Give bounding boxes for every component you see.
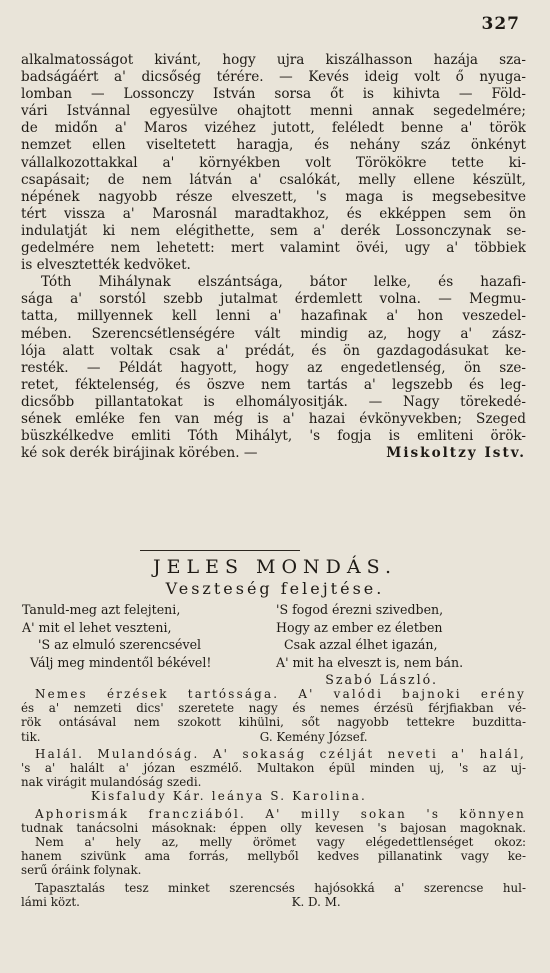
poem-line: 'S fogod érezni szivedben, <box>276 602 444 617</box>
poem-line: Hogy az ember ez életben <box>276 619 443 635</box>
text-line: ké sok derék birájinak körében. — <box>21 445 258 462</box>
saying-line: 's a' halált a' józan eszmélő. Multakon épül minden uj, 's az uj- <box>21 761 526 776</box>
text-line: Tóth Mihálynak elszántsága, bátor lelke, és hazafi- <box>41 274 526 291</box>
text-line: lója alatt voltak csak a' prédát, és ön gazdagodásukat ke- <box>21 342 526 359</box>
saying-line: tudnak tanácsolni másoknak: éppen olly kevesen 's bajosan magoknak. <box>21 820 526 835</box>
poem-line: Válj meg mindentől békével! <box>30 654 212 670</box>
author-signature: Miskoltzy Istv. <box>386 445 526 462</box>
section-title: JELES MONDÁS. <box>152 556 398 578</box>
poem-line: A' mit el lehet veszteni, <box>22 619 172 635</box>
saying-line: serű óráink folynak. <box>21 863 142 878</box>
poem-line: A' mit ha elveszt is, nem bán. <box>276 654 464 670</box>
saying-signature: Kisfaludy Kár. leánya S. Karolina. <box>91 789 367 804</box>
saying-line: és a' nemzeti dics' szeretete nagy és nemes érzésü férjfiakban vé- <box>21 701 526 716</box>
text-line: alkalmatosságot kivánt, hogy ujra kiszálhasson hazája sza- <box>21 52 526 68</box>
text-line: sének emléke fen van még is a' hazai évkönyvekben; Szeged <box>21 410 526 427</box>
text-line: csapásait; de nem látván a' csalókát, melly ellene készült, <box>21 171 526 188</box>
text-line: de midőn a' Maros vizéhez jutott, feléledt benne a' török <box>21 120 526 137</box>
poem-line: Csak azzal élhet igazán, <box>284 637 438 652</box>
text-line: badságáért a' dicsőség térére. — Kevés ideig volt ő nyuga- <box>21 69 526 86</box>
text-line: nemzet ellen viseltetett haragja, és nehány száz önkényt <box>21 137 526 154</box>
saying-line: lámi közt. K. D. M. <box>21 894 341 909</box>
sayings <box>21 687 526 909</box>
saying-line: tik. G. Kemény József. <box>21 729 368 744</box>
saying-line: nak virágit mulandóság szedi. <box>21 775 202 790</box>
text-line: lomban — Lossonczy István sorsa őt is kihivta — Föld- <box>21 86 526 103</box>
saying-line: Tapasztalás tesz minket szerencsés hajósokká a' szerencse hul- <box>35 880 526 895</box>
saying-line: Nem a' hely az, melly örömet vagy elégedettlenséget okoz: <box>35 835 526 850</box>
page-number: 327 <box>481 14 520 34</box>
text-line: indulatját ki nem elégithette, sem a' derék Lossonczynak se- <box>21 222 526 239</box>
text-line: mében. Szerencsétlenségére vált mindig az, hogy a' zász- <box>21 325 526 342</box>
poem-signature: Szabó László. <box>325 672 438 687</box>
section-subtitle: Veszteség felejtése. <box>165 579 385 598</box>
text-line: népének nagyobb része elveszett, 's maga is megsebesitve <box>21 188 526 205</box>
text-line: vári Istvánnal egyesülve ohajtott menni annak segedelmére; <box>21 103 526 120</box>
text-line: retet, féktelenség, és öszve nem tartás a' legszebb és leg- <box>21 376 526 393</box>
text-line: büszkélkedve emliti Tóth Mihályt, 's fogja is emliteni örök- <box>21 428 526 445</box>
saying-line: rök ontásával nem szokott kihülni, sőt nagyobb tettekre buzditta- <box>21 715 526 730</box>
divider <box>140 550 300 551</box>
saying-line: Halál. Mulandóság. A' sokaság czélját neveti a' halál, <box>35 746 526 761</box>
main-text <box>21 52 526 462</box>
signature-line <box>21 445 526 462</box>
text-line: dicsőbb pillantatokat is elhomályositják. — Nagy törekedé- <box>21 393 526 410</box>
saying-line: hanem szivünk ama forrás, mellyből kedves pillanatink vagy ke- <box>21 849 526 864</box>
poem <box>22 601 530 671</box>
text-line: sága a' sorstól szebb jutalmat érdemlett volna. — Megmu- <box>21 291 526 308</box>
saying-line: Nemes érzések tartóssága. A' valódi bajnoki erény <box>35 687 526 701</box>
saying-line: Aphorismák francziából. A' milly sokan 's könnyen <box>35 806 526 821</box>
text-line: resték. — Példát hagyott, hogy az engedetlenség, ön sze- <box>21 359 526 376</box>
poem-line: 'S az elmuló szerencsével <box>38 637 202 652</box>
text-line: vállalkozottakkal a' környékben volt Törökökre tette ki- <box>21 154 526 171</box>
poem-right-column <box>276 601 463 671</box>
text-line: tért vissza a' Marosnál maradtakhoz, és ekképpen sem ön <box>21 205 526 222</box>
text-line: tatta, millyennek kell lenni a' hazafinak a' hon veszedel- <box>21 308 526 325</box>
text-line: gedelmére nem lehetett: mert valamint övéi, ugy a' többiek <box>21 240 526 257</box>
poem-left-column <box>22 601 276 671</box>
poem-line: Tanuld-meg azt felejteni, <box>22 602 181 617</box>
text-line: is elvesztették kedvöket. <box>21 257 191 274</box>
